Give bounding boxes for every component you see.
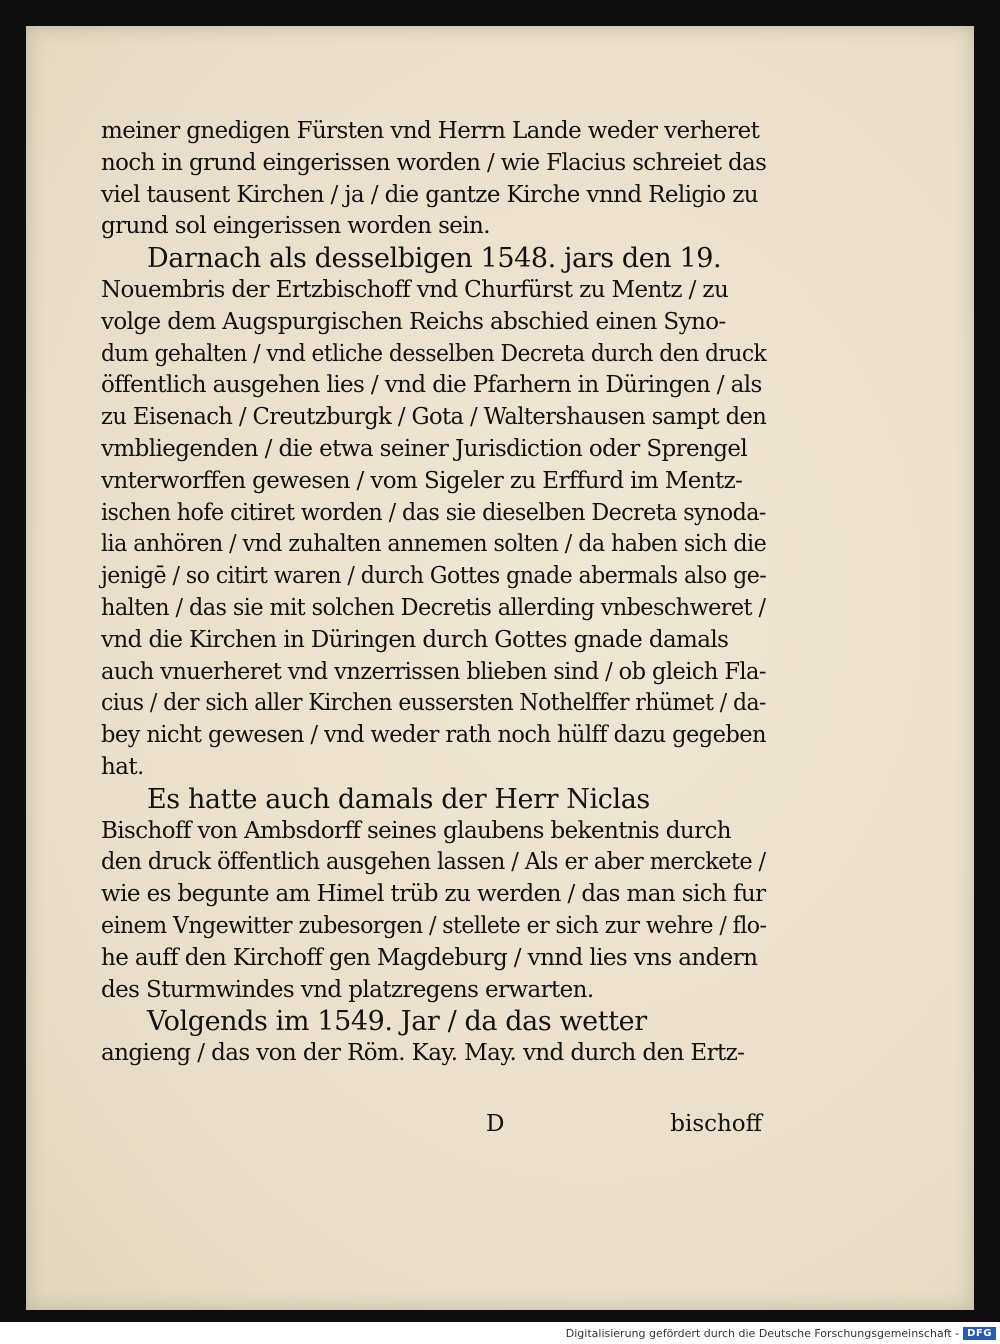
text-line: öffentlich ausgehen lies / vnd die Pfarhern in Düringen / als [101, 372, 762, 399]
text-line: vnterworffen gewesen / vom Sigeler zu Erffurd im Mentz- [101, 467, 743, 494]
text-line: dum gehalten / vnd etliche desselben Decreta durch den druck [101, 340, 767, 367]
text-line: lia anhören / vnd zuhalten annemen solten / da haben sich die [101, 531, 767, 558]
text-line: zu Eisenach / Creutzburgk / Gota / Waltershausen sampt den [101, 404, 767, 431]
text-line: grund sol eingerissen worden sein. [101, 213, 490, 240]
paragraph-start-line: Volgends im 1549. Jar / da das wetter [147, 1006, 647, 1038]
text-line: vnd die Kirchen in Düringen durch Gottes gnade damals [101, 626, 729, 653]
text-line: ischen hofe citiret worden / das sie dieselben Decreta synoda- [101, 499, 766, 526]
text-line: Nouembris der Ertzbischoff vnd Churfürst zu Mentz / zu [101, 276, 729, 303]
text-line: angieng / das von der Röm. Kay. May. vnd durch den Ertz- [101, 1040, 745, 1067]
catchword: bischoff [670, 1111, 762, 1137]
signature-mark: D [486, 1111, 505, 1137]
text-line: viel tausent Kirchen / ja / die gantze Kirche vnnd Religio zu [101, 181, 758, 208]
text-line: hat. [101, 753, 144, 780]
dfg-logo: DFG [963, 1327, 996, 1340]
text-line: auch vnuerheret vnd vnzerrissen blieben sind / ob gleich Fla- [101, 658, 766, 685]
text-line: bey nicht gewesen / vnd weder rath noch hülff dazu gegeben [101, 722, 766, 749]
text-line: vmbliegenden / die etwa seiner Jurisdiction oder Sprengel [101, 435, 748, 462]
digitization-credit [566, 1324, 1000, 1342]
text-line: halten / das sie mit solchen Decretis allerding vnbeschweret / [101, 594, 766, 621]
page-text [101, 116, 766, 1070]
text-line: des Sturmwindes vnd platzregens erwarten. [101, 976, 594, 1003]
text-line: jenigē / so citirt waren / durch Gottes gnade abermals also ge- [101, 563, 767, 590]
text-line: he auff den Kirchoff gen Magdeburg / vnnd lies vns andern [101, 944, 758, 971]
text-line: volge dem Augspurgischen Reichs abschied einen Syno- [101, 308, 726, 335]
text-line: cius / der sich aller Kirchen eussersten Nothelffer rhümet / da- [101, 690, 766, 717]
text-line: wie es begunte am Himel trüb zu werden / das man sich fur [101, 881, 766, 908]
text-line: noch in grund eingerissen worden / wie Flacius schreiet das [101, 149, 767, 176]
text-line: meiner gnedigen Fürsten vnd Herrn Lande weder verheret [101, 118, 760, 144]
paragraph-start-line: Darnach als desselbigen 1548. jars den 19. [147, 243, 722, 275]
credit-text: Digitalisierung gefördert durch die Deutsche Forschungsgemeinschaft - [565, 1326, 960, 1340]
text-line: einem Vngewitter zubesorgen / stellete er sich zur wehre / flo- [101, 912, 767, 939]
text-line: den druck öffentlich ausgehen lassen / Als er aber merckete / [101, 849, 766, 876]
text-line: Bischoff von Ambsdorff seines glaubens bekentnis durch [101, 817, 731, 844]
paragraph-start-line: Es hatte auch damals der Herr Niclas [147, 783, 650, 815]
book-page [26, 26, 974, 1310]
page-foot-line [101, 1111, 766, 1143]
